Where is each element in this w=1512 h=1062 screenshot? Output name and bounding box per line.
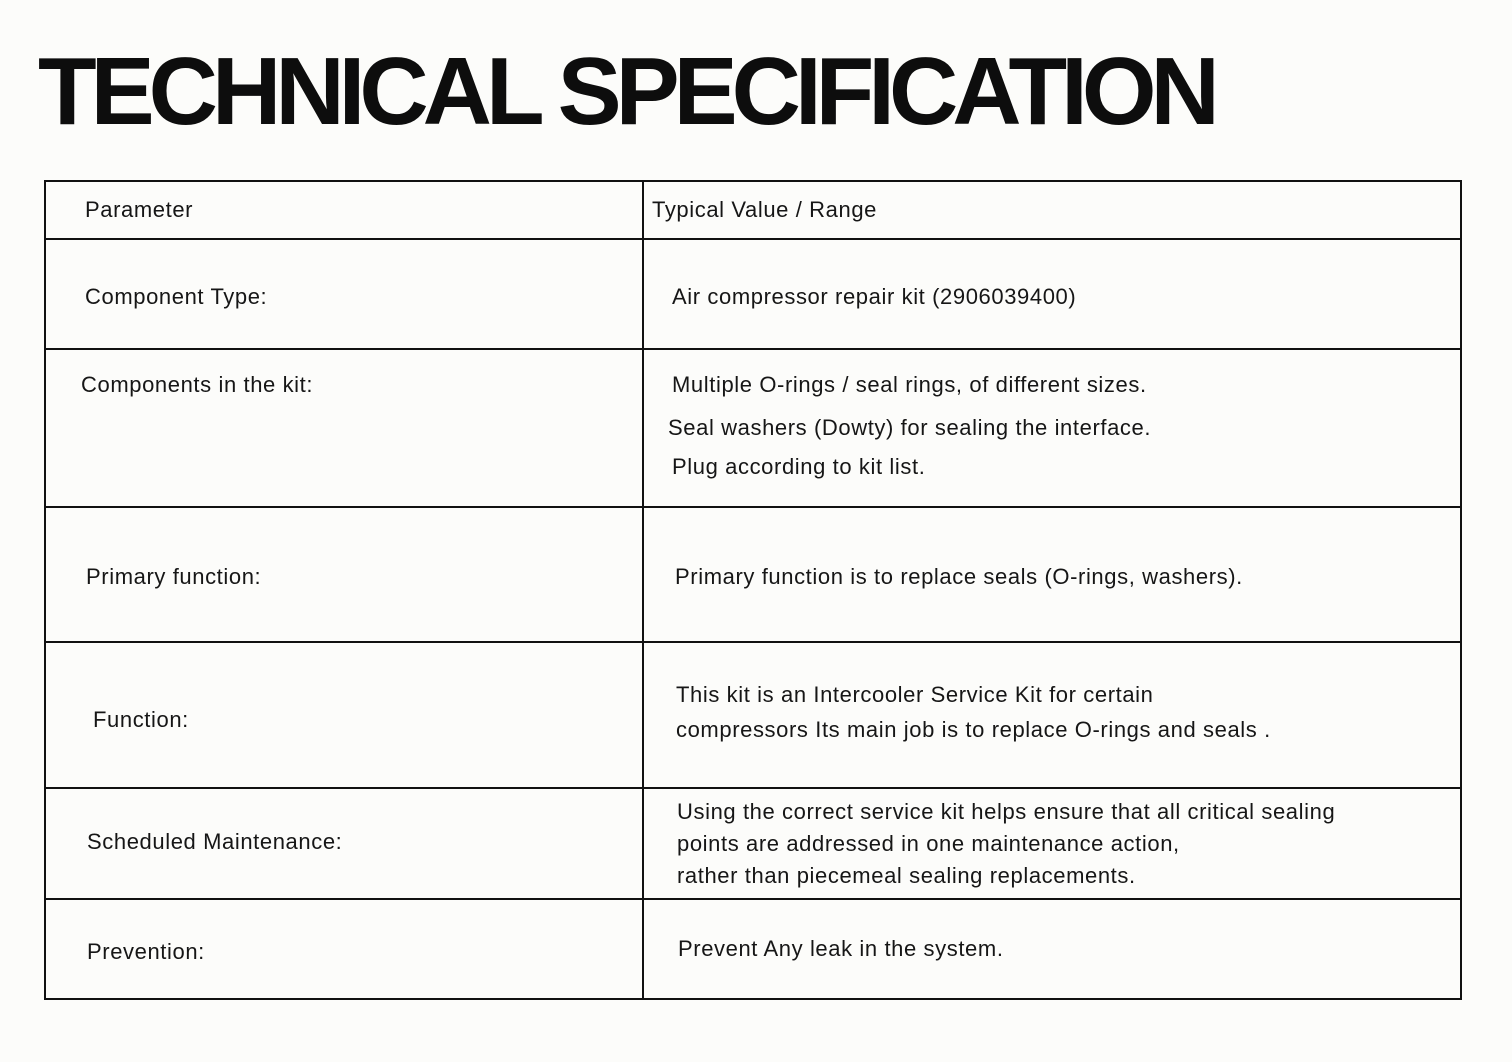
row-divider (46, 238, 1460, 240)
value-line: Air compressor repair kit (2906039400) (672, 284, 1077, 309)
value-line: rather than piecemeal sealing replacements. (677, 863, 1136, 888)
row-divider (46, 506, 1460, 508)
header-value: Typical Value / Range (652, 197, 877, 222)
value-line: Plug according to kit list. (672, 454, 926, 479)
parameter-prevention: Prevention: (87, 939, 205, 964)
parameter-components-in-kit: Components in the kit: (81, 372, 314, 397)
column-divider (642, 182, 644, 998)
row-divider (46, 641, 1460, 643)
parameter-scheduled-maintenance: Scheduled Maintenance: (87, 829, 343, 854)
value-line: This kit is an Intercooler Service Kit for certain (676, 682, 1154, 707)
value-line: Seal washers (Dowty) for sealing the interface. (668, 415, 1152, 440)
parameter-primary-function: Primary function: (86, 564, 262, 589)
spec-table (44, 180, 1462, 1000)
value-line: Primary function is to replace seals (O-rings, washers). (675, 564, 1243, 589)
value-line: Multiple O-rings / seal rings, of different sizes. (672, 372, 1147, 397)
page-title: TECHNICAL SPECIFICATION (38, 38, 1214, 145)
parameter-function: Function: (93, 707, 189, 732)
value-line: Prevent Any leak in the system. (678, 936, 1004, 961)
value-line: Using the correct service kit helps ensure that all critical sealing (677, 799, 1336, 824)
parameter-component-type: Component Type: (85, 284, 268, 309)
row-divider (46, 787, 1460, 789)
row-divider (46, 898, 1460, 900)
value-line: compressors Its main job is to replace O-rings and seals . (676, 717, 1271, 742)
row-divider (46, 348, 1460, 350)
header-parameter: Parameter (85, 197, 194, 222)
value-line: points are addressed in one maintenance action, (677, 831, 1180, 856)
